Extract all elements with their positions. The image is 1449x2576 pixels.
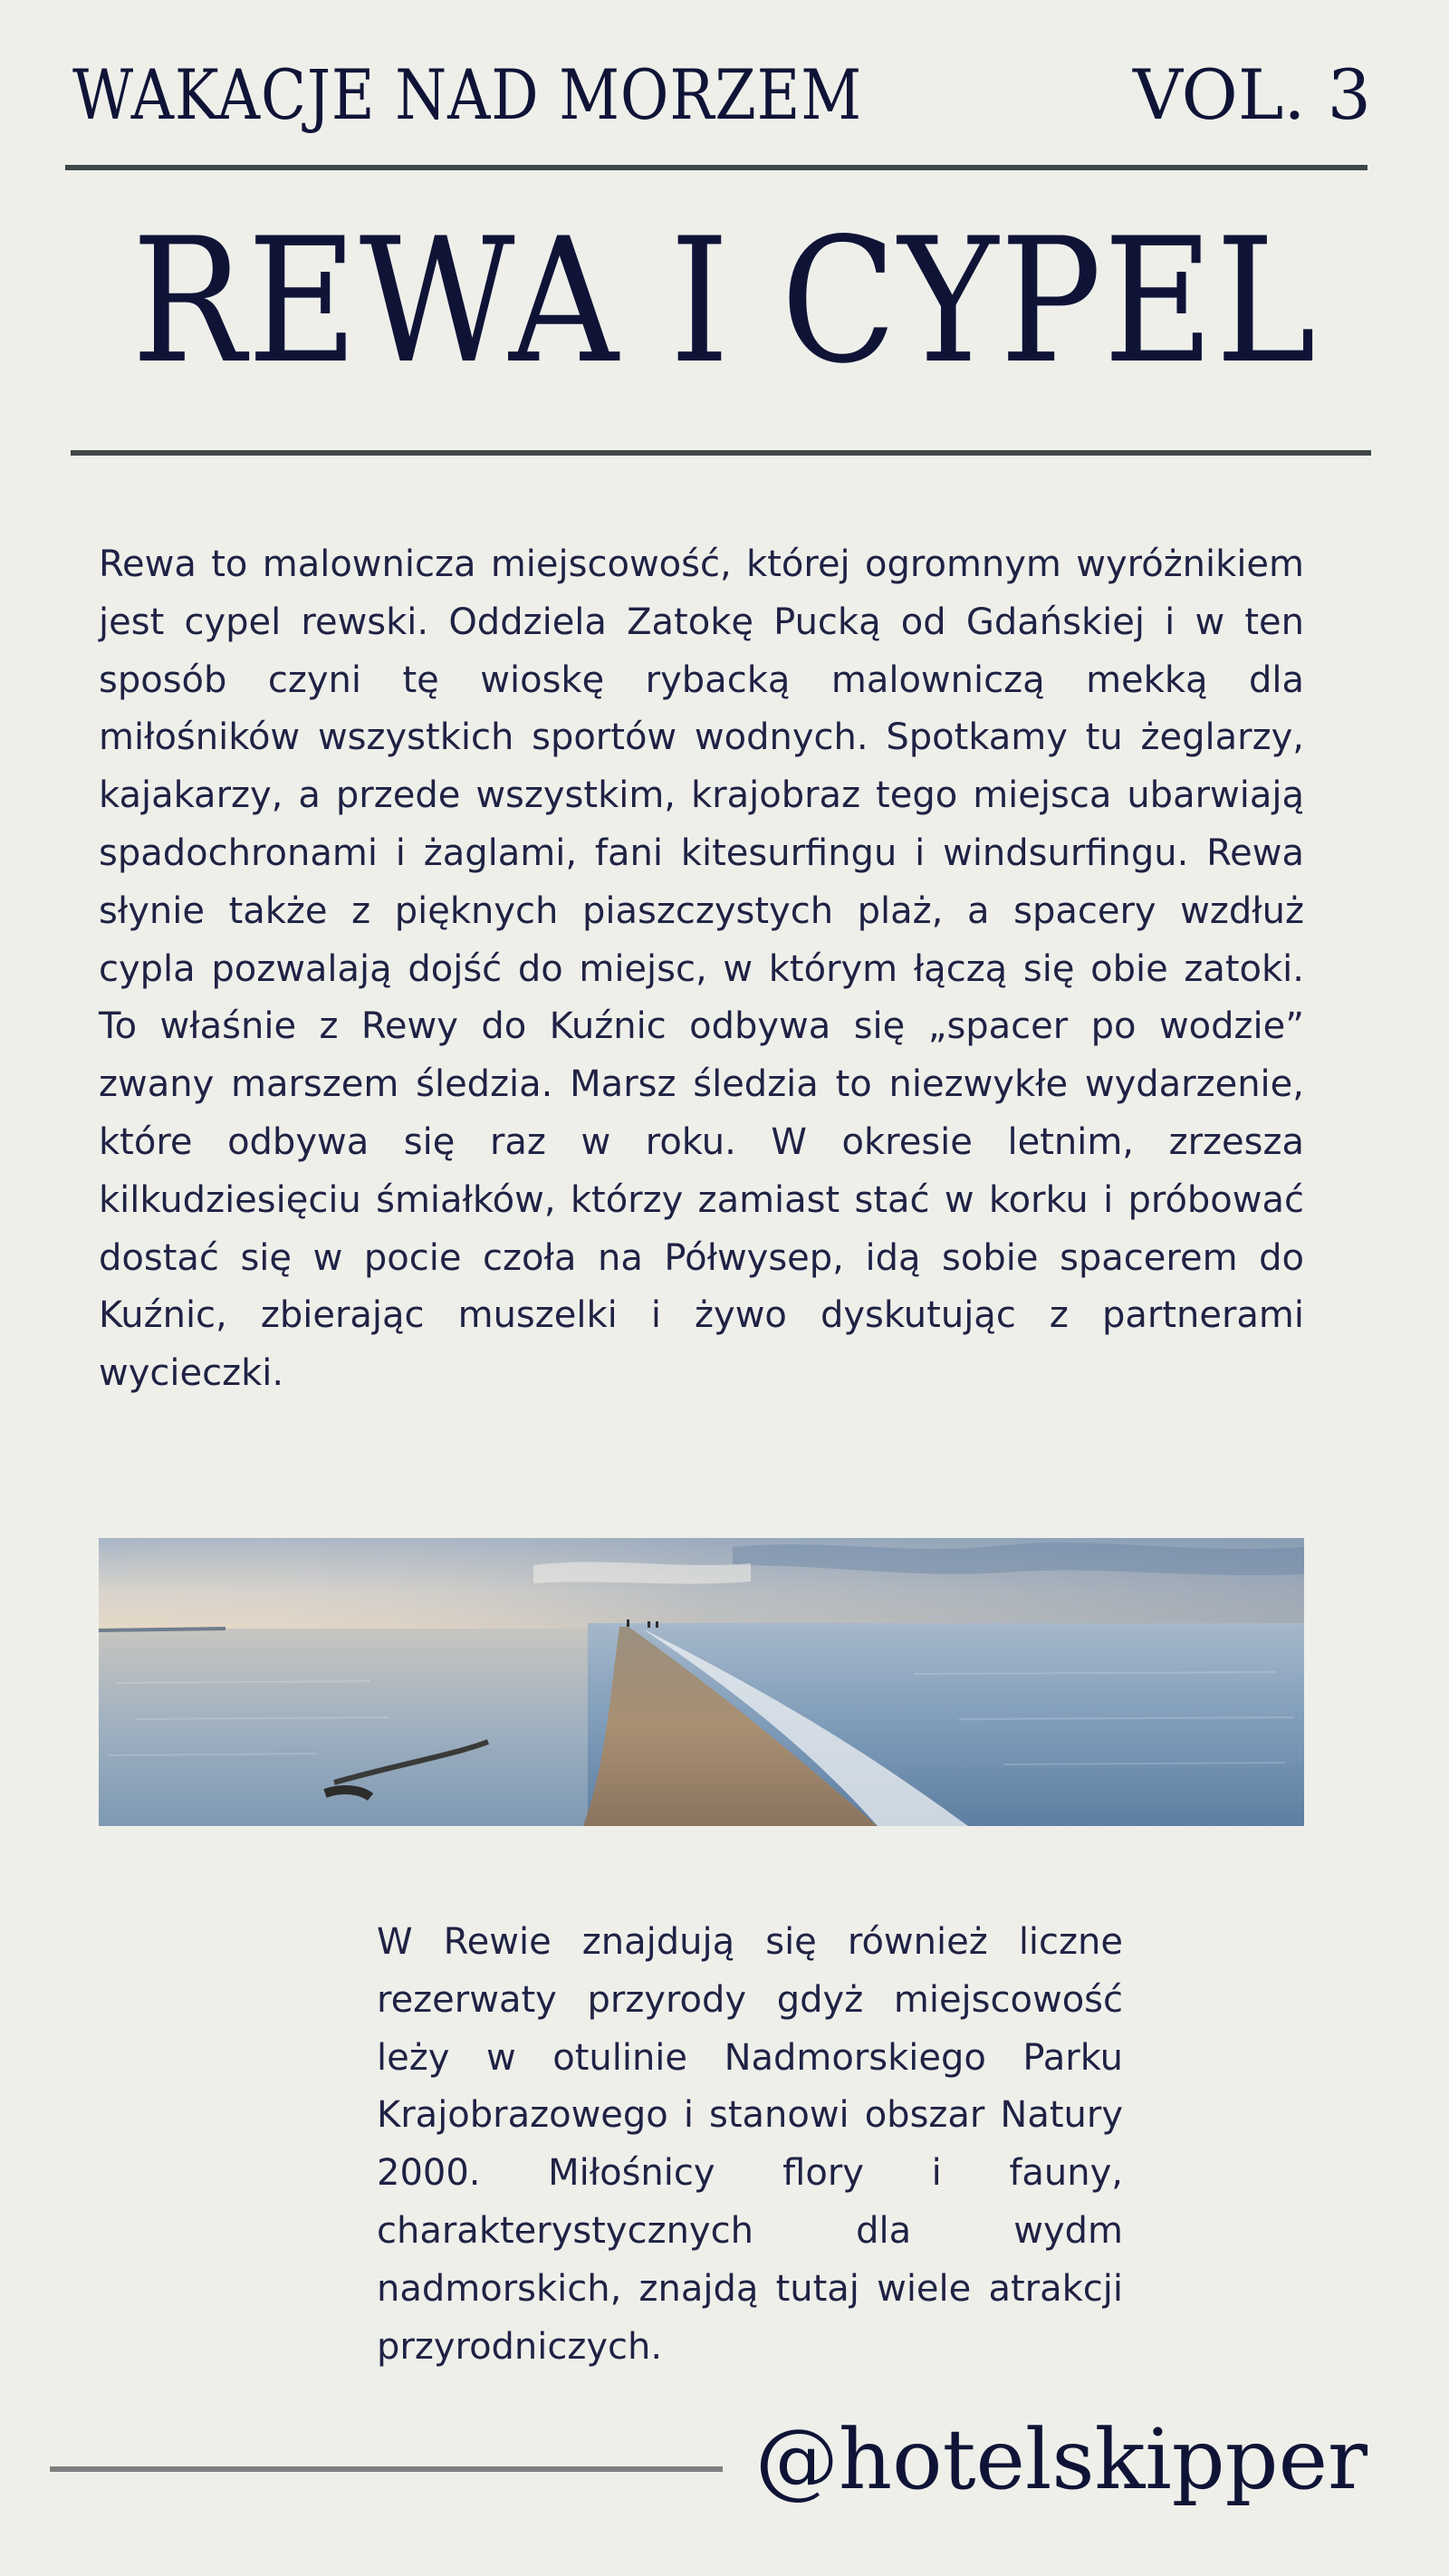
intro-paragraph: Rewa to malownicza miejscowość, której ogromnym wyróżnikiem jest cypel rewski. Oddziela Zatokę Pucką od Gdańskiej i w ten sposób czyni tę wioskę rybacką malowniczą mekką dla miłośników wszystkich sportów wodnych. Spotkamy tu żeglarzy, kajakarzy, a przede wszystkim, krajobraz tego miejsca ubarwiają spadochronami i żaglami, fani kitesurfingu i windsurfingu. Rewa słynie także z pięknych piaszczystych plaż, a spacery wzdłuż cypla pozwalają dojść do miejsc, w którym łączą się obie zatoki. To właśnie z Rewy do Kuźnic odbywa się „spacer po wodzie” zwany marszem śledzia. Marsz śledzia to niezwykłe wydarzenie, które odbywa się raz w roku. W okresie letnim, zrzesza kilkudziesięciu śmiałków, którzy zamiast stać w korku i próbować dostać się w pocie czoła na Półwysep, idą sobie spacerem do Kuźnic, zbierając muszelki i żywo dyskutując z partnerami wycieczki. <box>99 543 1304 1395</box>
social-handle: @hotelskipper <box>754 2411 1367 2508</box>
closing-paragraph: W Rewie znajdują się również liczne rezerwaty przyrody gdyż miejscowość leży w otulinie Nadmorskiego Parku Krajobrazowego i stanowi obszar Natury 2000. Miłośnicy flory i fauny, charakterystycznych dla wydm nadmorskich, znajdą tutaj wiele atrakcji przyrodniczych. <box>377 1921 1123 2368</box>
page-title-text: REWA I CYPEL <box>131 201 1318 401</box>
spit-photo <box>99 1538 1304 1826</box>
volume-label: VOL. 3 <box>1133 54 1371 135</box>
page-title <box>0 201 1449 401</box>
header-divider <box>65 165 1367 170</box>
spit-photo-illustration <box>99 1538 1304 1826</box>
footer-divider <box>50 2466 723 2472</box>
series-title: WAKACJE NAD MORZEM <box>72 54 863 135</box>
title-divider <box>71 450 1371 456</box>
